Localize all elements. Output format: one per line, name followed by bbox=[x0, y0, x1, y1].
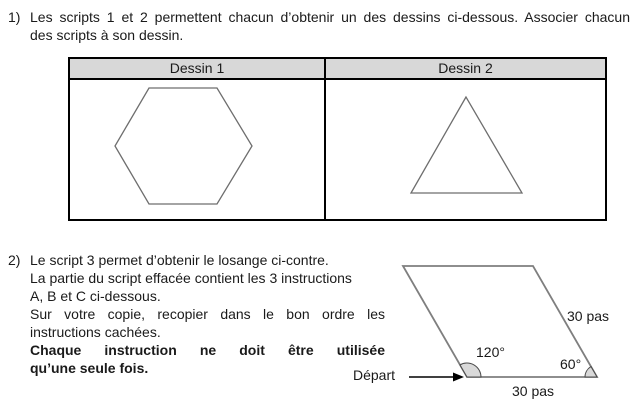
question-1-line: Les scripts 1 et 2 permettent chacun d’obtenir un des dessins ci-dessous. Associer chacun bbox=[30, 9, 630, 25]
question-1-number: 1) bbox=[8, 9, 21, 25]
question-2-line: Sur votre copie, recopier dans le bon ordre les bbox=[30, 306, 385, 322]
dessin-1-header: Dessin 1 bbox=[169, 60, 225, 76]
side-bottom-length-label: 30 pas bbox=[512, 383, 555, 399]
question-1-text bbox=[30, 8, 630, 44]
depart-arrow-head bbox=[453, 373, 464, 382]
dessins-table-body bbox=[70, 80, 605, 221]
question-2-line-bold: Chaque instruction ne doit être utilisée bbox=[30, 342, 385, 358]
dessins-table-header bbox=[70, 59, 605, 80]
question-2 bbox=[8, 251, 385, 377]
question-2-line: La partie du script effacée contient les 3 instructions bbox=[30, 270, 352, 286]
angle-60-label: 60° bbox=[560, 356, 582, 372]
dessin-1-cell bbox=[70, 80, 324, 221]
angle-60-wedge bbox=[585, 367, 597, 377]
dessin-2-cell bbox=[324, 80, 605, 221]
question-2-line: Le script 3 permet d’obtenir le losange ci-contre. bbox=[30, 252, 329, 268]
question-1-line: des scripts à son dessin. bbox=[30, 27, 184, 43]
question-2-text bbox=[30, 251, 385, 377]
dessin-2-header: Dessin 2 bbox=[324, 59, 605, 78]
dessins-table bbox=[68, 57, 607, 221]
question-2-line: A, B et C ci-dessous. bbox=[30, 288, 161, 304]
depart-label: Départ bbox=[353, 367, 396, 383]
question-2-number: 2) bbox=[8, 252, 21, 268]
question-1 bbox=[8, 8, 630, 44]
angle-120-wedge bbox=[460, 363, 481, 377]
question-2-line: instructions cachées. bbox=[30, 324, 161, 340]
side-right-length-label: 30 pas bbox=[567, 308, 610, 324]
angle-120-label: 120° bbox=[476, 344, 505, 360]
question-2-line-bold: qu’une seule fois. bbox=[30, 360, 149, 376]
